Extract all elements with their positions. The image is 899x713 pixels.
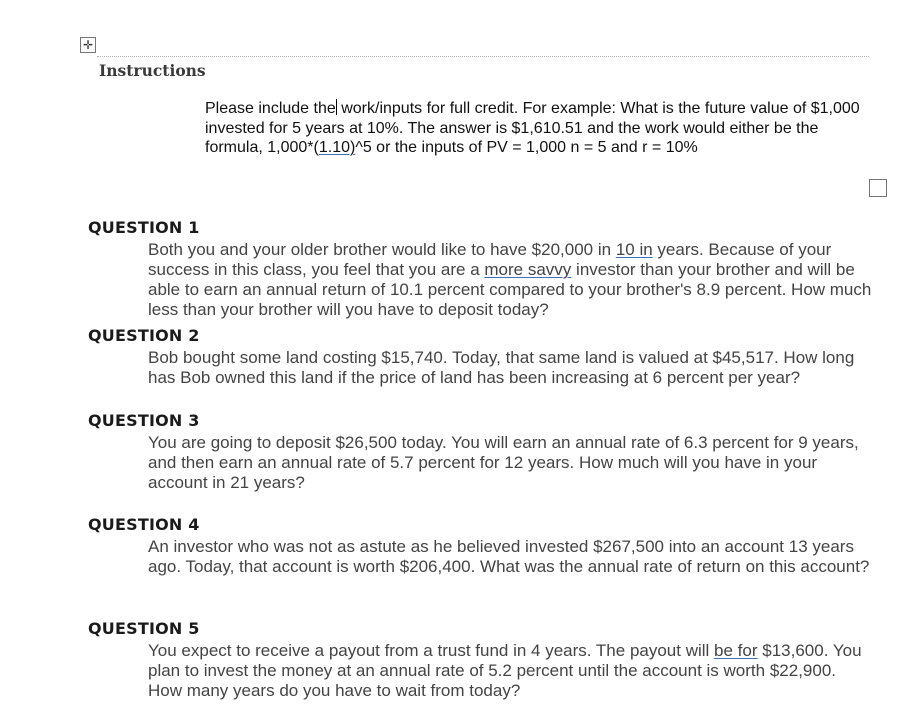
instructions-heading: Instructions	[99, 61, 206, 80]
question-1-text-part: Both you and your older brother would like to have $20,000 in	[148, 240, 616, 259]
question-1-underlined-1: 10 in	[615, 240, 653, 259]
question-4-heading: QUESTION 4	[88, 515, 200, 534]
instructions-text-2: work/inputs for full credit. For example: What is the future value of $1,000 invested for 5 years at 10%. The answer is $1,610.51 and the work would either be the formula, 1,000*(	[205, 100, 860, 156]
question-1-heading: QUESTION 1	[88, 218, 200, 237]
instructions-underlined-text: 1.10)	[318, 139, 356, 156]
instructions-text-1: Please include the	[205, 100, 336, 117]
question-5-text-part: $13,600. You plan to invest the money at an annual rate of 5.2 percent until the account is worth $22,900. How many years do you have to wait from today?	[148, 641, 862, 700]
question-4-text[interactable]: An investor who was not as astute as he believed invested $267,500 into an account 13 years ago. Today, that account is worth $206,400. What was the annual rate of return on this account?	[148, 537, 870, 576]
table-border-dotted	[97, 56, 869, 57]
question-5-text-part: You expect to receive a payout from a trust fund in 4 years. The payout will	[148, 641, 715, 660]
instructions-body[interactable]	[205, 99, 865, 158]
question-5-text[interactable]	[148, 641, 873, 701]
question-5-heading: QUESTION 5	[88, 619, 200, 638]
question-2-heading: QUESTION 2	[88, 326, 200, 345]
question-3-heading: QUESTION 3	[88, 411, 200, 430]
question-1-text-part: years. Because of your success in this class, you feel that you are a	[148, 240, 832, 279]
table-move-handle-icon[interactable]: ✛	[80, 37, 96, 53]
checkbox-icon[interactable]	[869, 179, 887, 197]
instructions-text-3: ^5 or the inputs of PV = 1,000 n = 5 and r = 10%	[355, 139, 698, 156]
question-1-text[interactable]	[148, 240, 873, 320]
question-1-text-part: investor than your brother and will be able to earn an annual return of 10.1 percent compared to your brother's 8.9 percent. How much less than your brother will you have to deposit today?	[148, 260, 872, 319]
question-3-text[interactable]: You are going to deposit $26,500 today. You will earn an annual rate of 6.3 percent for 9 years, and then earn an annual rate of 5.7 percent for 12 years. How much will you have in your account in 21 years?	[148, 433, 859, 492]
question-2-text[interactable]: Bob bought some land costing $15,740. Today, that same land is valued at $45,517. How long has Bob owned this land if the price of land has been increasing at 6 percent per year?	[148, 348, 855, 387]
question-1-underlined-2: more savvy	[484, 260, 572, 279]
question-5-underlined: be for	[714, 641, 758, 660]
